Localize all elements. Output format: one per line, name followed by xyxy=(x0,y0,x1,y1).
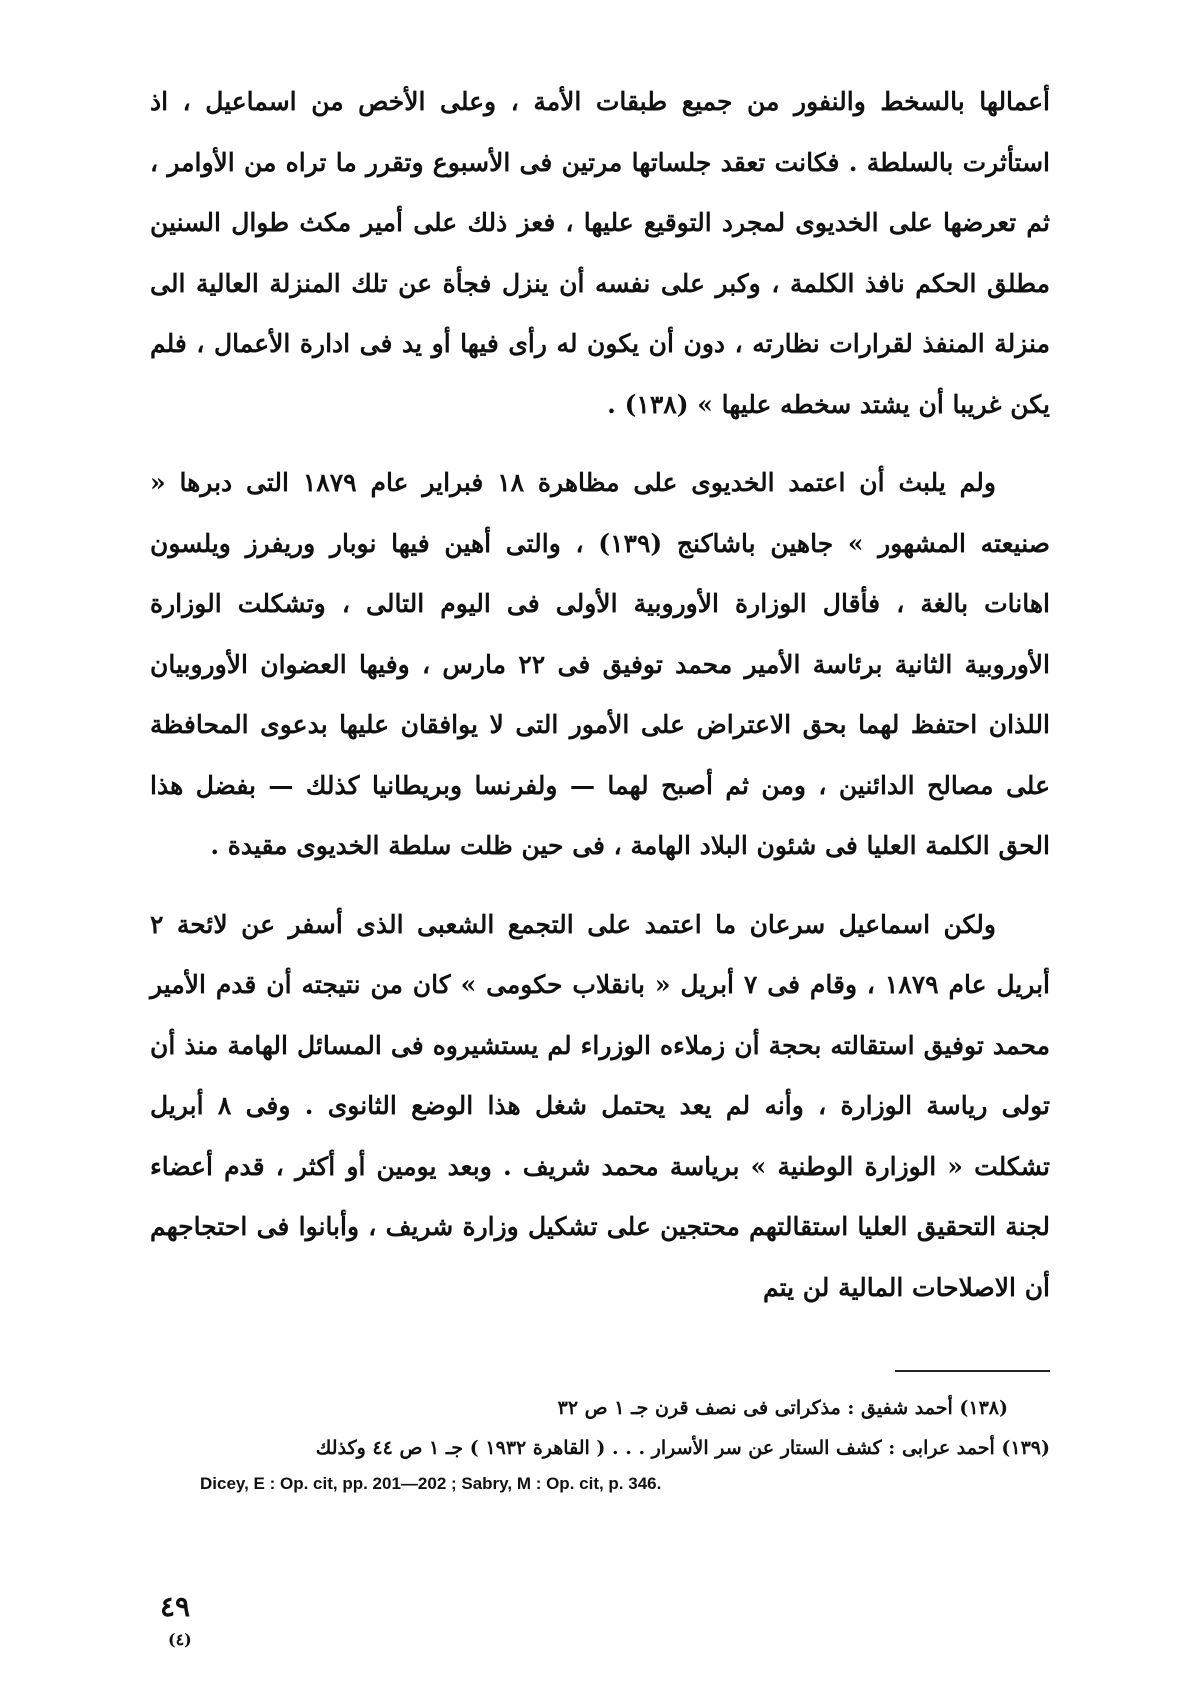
paragraph-1: أعمالها بالسخط والنفور من جميع طبقات الأمة ، وعلى الأخص من اسماعيل ، اذ استأثرت بالسلطة . فكانت تعقد جلساتها مرتين فى الأسبوع وتقرر ما تراه من الأوامر ، ثم تعرضها على الخديوى لمجرد التوقيع عليها ، فعز ذلك على أمير مكث طوال السنين مطلق الحكم نافذ الكلمة ، وكبر على نفسه أن ينزل فجأة عن تلك المنزلة العالية الى منزلة المنفذ لقرارات نظارته ، دون أن يكون له رأى فيها أو يد فى ادارة الأعمال ، فلم يكن غريبا أن يشتد سخطه عليها » (١٣٨) . xyxy=(150,87,1050,419)
footnotes xyxy=(150,1388,1050,1468)
body-text xyxy=(150,72,1050,1318)
paragraph-3: ولكن اسماعيل سرعان ما اعتمد على التجمع الشعبى الذى أسفر عن لائحة ٢ أبريل عام ١٨٧٩ ، وقام فى ٧ أبريل « بانقلاب حكومى » كان من نتيجته أن قدم الأمير محمد توفيق استقالته بحجة أن زملاءه الوزراء لم يستشيروه فى المسائل الهامة منذ أن تولى رياسة الوزارة ، وأنه لم يعد يحتمل شغل هذا الوضع الثانوى . وفى ٨ أبريل تشكلت « الوزارة الوطنية » برياسة محمد شريف . وبعد يومين أو أكثر ، قدم أعضاء لجنة التحقيق العليا استقالتهم محتجين على تشكيل وزارة شريف ، وأبانوا فى احتجاجهم أن الاصلاحات المالية لن يتم xyxy=(150,909,1050,1302)
signature-mark: (٤) xyxy=(168,1630,192,1649)
footnote-latin-reference: Dicey, E : Op. cit, pp. 201—202 ; Sabry, M : Op. cit, p. 346. xyxy=(200,1474,662,1493)
page-number: ٤٩ xyxy=(160,1590,191,1623)
footnote-separator xyxy=(895,1370,1050,1372)
footnote-139: (١٣٩) أحمد عرابى : كشف الستار عن سر الأسرار . . . ( القاهرة ١٩٣٢ ) جـ ١ ص ٤٤ وكذلك xyxy=(315,1437,1050,1459)
footnote-138: (١٣٨) أحمد شفيق : مذكراتى فى نصف قرن جـ ١ ص ٣٢ xyxy=(557,1397,1008,1419)
paragraph-2: ولم يلبث أن اعتمد الخديوى على مظاهرة ١٨ فبراير عام ١٨٧٩ التى دبرها « صنيعته المشهور » جاهين باشاكنج (١٣٩) ، والتى أهين فيها نوبار وريفرز ويلسون اهانات بالغة ، فأقال الوزارة الأوروبية الأولى فى اليوم التالى ، وتشكلت الوزارة الأوروبية الثانية برئاسة الأمير محمد توفيق فى ٢٢ مارس ، وفيها العضوان الأوروبيان اللذان احتفظ لهما بحق الاعتراض على الأمور التى لا يوافقان عليها بدعوى المحافظة على مصالح الدائنين ، ومن ثم أصبح لهما — ولفرنسا وبريطانيا كذلك — بفضل هذا الحق الكلمة العليا فى شئون البلاد الهامة ، فى حين ظلت سلطة الخديوى مقيدة . xyxy=(150,468,1050,860)
